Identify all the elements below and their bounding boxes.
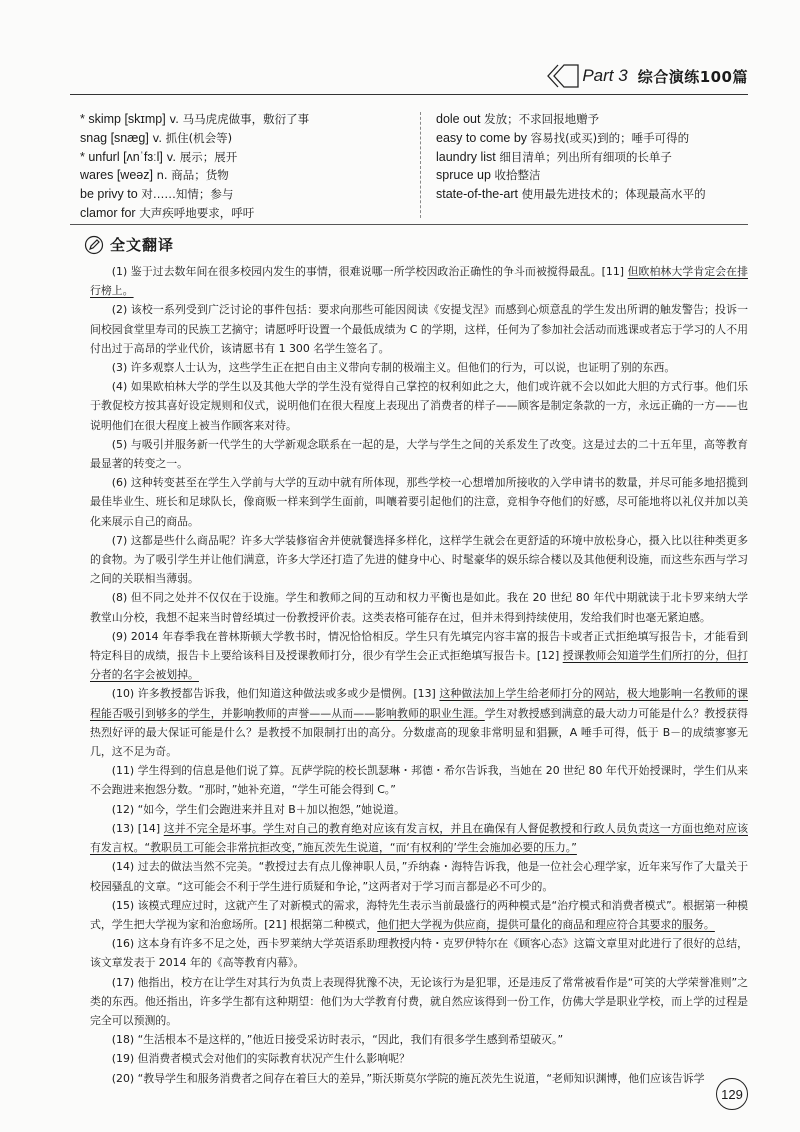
vocab-definition: 容易找(或买)到的；唾手可得的 (527, 130, 690, 145)
paragraph-text: (12) “如今，学生们会跑进来并且对 B＋加以抱怨，”她说道。 (111, 802, 405, 816)
translation-paragraph (90, 435, 748, 473)
vocab-entry (80, 185, 309, 204)
vocab-term: state-of-the-art (436, 187, 518, 202)
paragraph-text: 学生对教授感到满意的最大动力可能是什么？教授获得热烈好评的最大保证可能是什么？是教授不加限制打出的高分。分数虚高的现象非常明显和猖獗，A 唾手可得，低于 B－的成绩寥寥无几，这不足为奇。 (90, 706, 748, 759)
paragraph-text: (15) 该模式理应过时，这就产生了对新模式的需求，海特先生表示当前最盛行的两种模式是“治疗模式和消费者模式”。根据第一种模式，学生把大学视为家和治愈场所。[21] 根据第二种模式， (90, 898, 748, 931)
vocab-column-left (80, 110, 309, 223)
translation-paragraph (90, 761, 748, 799)
vocab-column-right (436, 110, 706, 204)
vocab-term: spruce up (436, 168, 491, 183)
translation-paragraph (90, 684, 748, 761)
vocab-definition: 细目清单；列出所有细项的长单子 (495, 149, 672, 164)
translation-paragraph (90, 857, 748, 895)
vocab-term: snag [snæɡ] (80, 130, 149, 145)
section-title: 全文翻译 (110, 236, 175, 254)
vocab-entry (80, 166, 309, 185)
vocab-definition: 收拾整洁 (490, 168, 541, 183)
vocab-definition: 对……知情；参与 (137, 187, 234, 202)
translation-paragraph (90, 300, 748, 358)
translation-paragraph (90, 1030, 748, 1049)
vocab-definition: v. 展示；展开 (162, 149, 238, 164)
pencil-icon (84, 235, 104, 255)
vocab-term: * unfurl [ʌnˈfɜːl] (80, 149, 163, 164)
paragraph-text: (4) 如果欧柏林大学的学生以及其他大学的学生没有觉得自己掌控的权利如此之大，他们或许就不会以如此大胆的方式行事。他们乐于教促校方按其喜好设定规则和仪式，说明他们在很大程度上表现出了消费者的样子——顾客是制定条款的一方，永远正确的一方——也说明他们在很大程度上被当作顾客来对待。 (90, 380, 748, 432)
translation-paragraph (90, 588, 748, 626)
underlined-text: 授课教师会知道学生们所打的分，但打分者的名字会被划掉。 (90, 649, 748, 682)
translation-paragraph (90, 934, 748, 972)
vocab-term: wares [weəz] (80, 168, 153, 183)
section-label: 综合演练100篇 (637, 67, 748, 86)
vocab-term: clamor for (80, 205, 136, 220)
underlined-text: 但欧柏林大学肯定会在排行榜上。 (90, 265, 748, 298)
translation-paragraph (90, 973, 748, 1031)
paragraph-text: (2) 该校一系列受到广泛讨论的事件包括：要求向那些可能因阅读《安提戈涅》而感到心烦意乱的学生发出所谓的触发警告；投诉一间校园食堂里寿司的民族工艺摘守；请愿呼吁设置一个最低成绩为 C 的学期，这样，任何为了参加社会活动而逃课或者忘于学习的人不用付出过于高昂的学业代价，该请愿书有 1 300 名学生签名了。 (90, 303, 748, 355)
paragraph-text: (3) 许多观察人士认为，这些学生正在把自由主义带向专制的极端主义。但他们的行为，可以说，也证明了别的东西。 (111, 361, 676, 375)
translation-body (90, 262, 748, 1088)
translation-paragraph (90, 800, 748, 819)
vocab-entry (80, 110, 309, 129)
vocab-term: * skimp [skɪmp] (80, 112, 166, 126)
vocab-entry (80, 129, 309, 148)
paragraph-text: (16) 这本身有许多不足之处，西卡罗莱纳大学英语系助理教授内特・克罗伊特尔在《顾客心态》这篇文章里对此进行了很好的总结，该文章发表于 2014 年的《高等教育内幕》。 (90, 937, 748, 970)
header-rule (70, 94, 748, 95)
vocab-entry (436, 110, 706, 129)
part-label: Part 3 (582, 66, 628, 85)
paragraph-text: (9) 2014 年春季我在普林斯顿大学教书时，情况恰恰相反。学生只有先填完内容丰富的报告卡或者正式拒绝填写报告卡，才能看到特定科目的成绩，报告卡上要给该科目及授课教师打分，很少有学生会正式拒绝填写报告卡。[12] (90, 629, 748, 663)
vocab-entry (436, 185, 706, 204)
vocab-entry (436, 129, 706, 148)
translation-paragraph (90, 358, 748, 377)
paragraph-text: (6) 这种转变甚至在学生入学前与大学的互动中就有所体现，那些学校一心想增加所接收的入学申请书的数量，并尽可能多地招揽到最佳毕业生、班长和足球队长，像商贩一样来到学生面前，叫嚷着要引起他们的注意，竞相争夺他们的好感，尽可能地将以礼仪并加以美化来展示自己的商品。 (90, 476, 748, 528)
vocab-term: be privy to (80, 187, 138, 202)
vocab-entry (436, 166, 706, 185)
paragraph-text: (7) 这都是些什么商品呢？许多大学装修宿舍并使就餐选择多样化，这样学生就会在更舒适的环境中放松身心，摄入比以往种类更多的食物。为了吸引学生并让他们满意，许多大学还打造了先进的健身中心、时髦豪华的娱乐综合楼以及其他便利设施，而这些东西与学习之间的关联相当薄弱。 (90, 533, 748, 586)
paragraph-text: (11) 学生得到的信息是他们说了算。瓦萨学院的校长凯瑟琳・邦德・希尔告诉我，当她在 20 世纪 80 年代开始授课时，学生们从来不会跑进来抱怨分数。“那时，”她补充道，“学生可能会得到 C。” (90, 764, 748, 797)
vocab-definition: 使用最先进技术的；体现最高水平的 (517, 187, 706, 202)
translation-paragraph (90, 896, 748, 934)
translation-paragraph (90, 531, 748, 589)
paragraph-text: (17) 他指出，校方在让学生对其行为负责上表现得犹豫不决，无论该行为是犯罪，还是违反了常常被看作是“可笑的大学荣誉准则”之类的东西。他还指出，许多学生都有这种期望：他们为大学教育付费，就自然应该得到一份工作，仿佛大学是职业学校，而上学的过程是完全可以预测的。 (90, 975, 748, 1027)
paragraph-text: (1) 鉴于过去数年间在很多校园内发生的事情，很难说哪一所学校因政治正确性的争斗而被搅得最乱。[11] (111, 265, 628, 278)
translation-paragraph (90, 377, 748, 435)
vocab-term: easy to come by (436, 130, 528, 145)
translation-paragraph (90, 262, 748, 300)
translation-paragraph (90, 819, 748, 857)
vocab-entry (436, 148, 706, 167)
page-header (544, 62, 748, 90)
translation-paragraph (90, 473, 748, 531)
underlined-text: 这种做法加上学生给老师打分的网站，极大地影响一名教师的课程能否吸引到够多的学生，并影响教师的声誉——从而——影响教师的职业生涯。 (90, 687, 748, 720)
page-number: 129 (716, 1078, 748, 1110)
paragraph-text: (19) 但消费者模式会对他们的实际教育状况产生什么影响呢？ (111, 1052, 410, 1066)
vocab-definition: 发放；不求回报地赠予 (480, 112, 600, 126)
vocab-term: dole out (436, 112, 481, 126)
vocab-term: laundry list (436, 149, 496, 164)
translation-paragraph (90, 1049, 748, 1068)
vocabulary-box (70, 106, 748, 225)
vocab-definition: v. 抓住(机会等) (148, 130, 233, 145)
paragraph-text: (14) 过去的做法当然不完美。“教授过去有点儿像神职人员，”乔纳森・海特告诉我，他是一位社会心理学家，近年来写作了大量关于校园骚乱的文章。“这可能会不利于学生进行质疑和争论，”这两者对于学习而言都是必不可少的。 (90, 860, 748, 893)
paragraph-text: (5) 与吸引并服务新一代学生的大学新观念联系在一起的是，大学与学生之间的关系发生了改变。这是过去的二十五年里，高等教育最显著的转变之一。 (90, 437, 748, 471)
translation-heading (84, 234, 174, 255)
underlined-text: 他们把大学视为供应商，提供可量化的商品和理应符合其要求的服务。 (377, 917, 715, 931)
part-chevron-icon (544, 63, 580, 89)
paragraph-text: (10) 许多教授都告诉我，他们知道这种做法或多或少是惯例。[13] (111, 687, 440, 701)
vocab-divider (420, 112, 421, 218)
paragraph-text: (20) “教导学生和服务消费者之间存在着巨大的差异，”斯沃斯莫尔学院的施瓦茨先生说道，“老师知识渊博，他们应该告诉学 (111, 1071, 705, 1085)
vocab-definition: v. 马马虎虎做事，敷衍了事 (165, 112, 310, 126)
paragraph-text: (8) 但不同之处并不仅仅在于设施。学生和教师之间的互动和权力平衡也是如此。我在 20 世纪 80 年代中期就读于北卡罗来纳大学教堂山分校，我想不起来当时曾经填过一份教授评价表。这类表格可能存在过，但并未得到持续使用，发给我们时也毫无紧迫感。 (90, 591, 748, 624)
vocab-entry (80, 148, 309, 167)
vocab-definition: n. 商品；货物 (152, 168, 229, 183)
paragraph-text: (13) [14] (111, 821, 164, 835)
paragraph-text: (18) “生活根本不是这样的，”他近日接受采访时表示，“因此，我们有很多学生感到希望破灭。” (111, 1033, 564, 1047)
vocab-entry (80, 204, 309, 223)
vocab-definition: 大声疾呼地要求，呼吁 (135, 205, 255, 220)
underlined-text: 这并不完全是坏事。学生对自己的教育绝对应该有发言权，并且在确保有人督促教授和行政人员负责这一方面也绝对应该有发言权。“教职员工可能会非常抗拒改变，”施瓦茨先生说道，“而‘有权利的’学生会施加必要的压力。” (90, 821, 748, 855)
translation-paragraph (90, 627, 748, 685)
translation-paragraph (90, 1069, 748, 1088)
